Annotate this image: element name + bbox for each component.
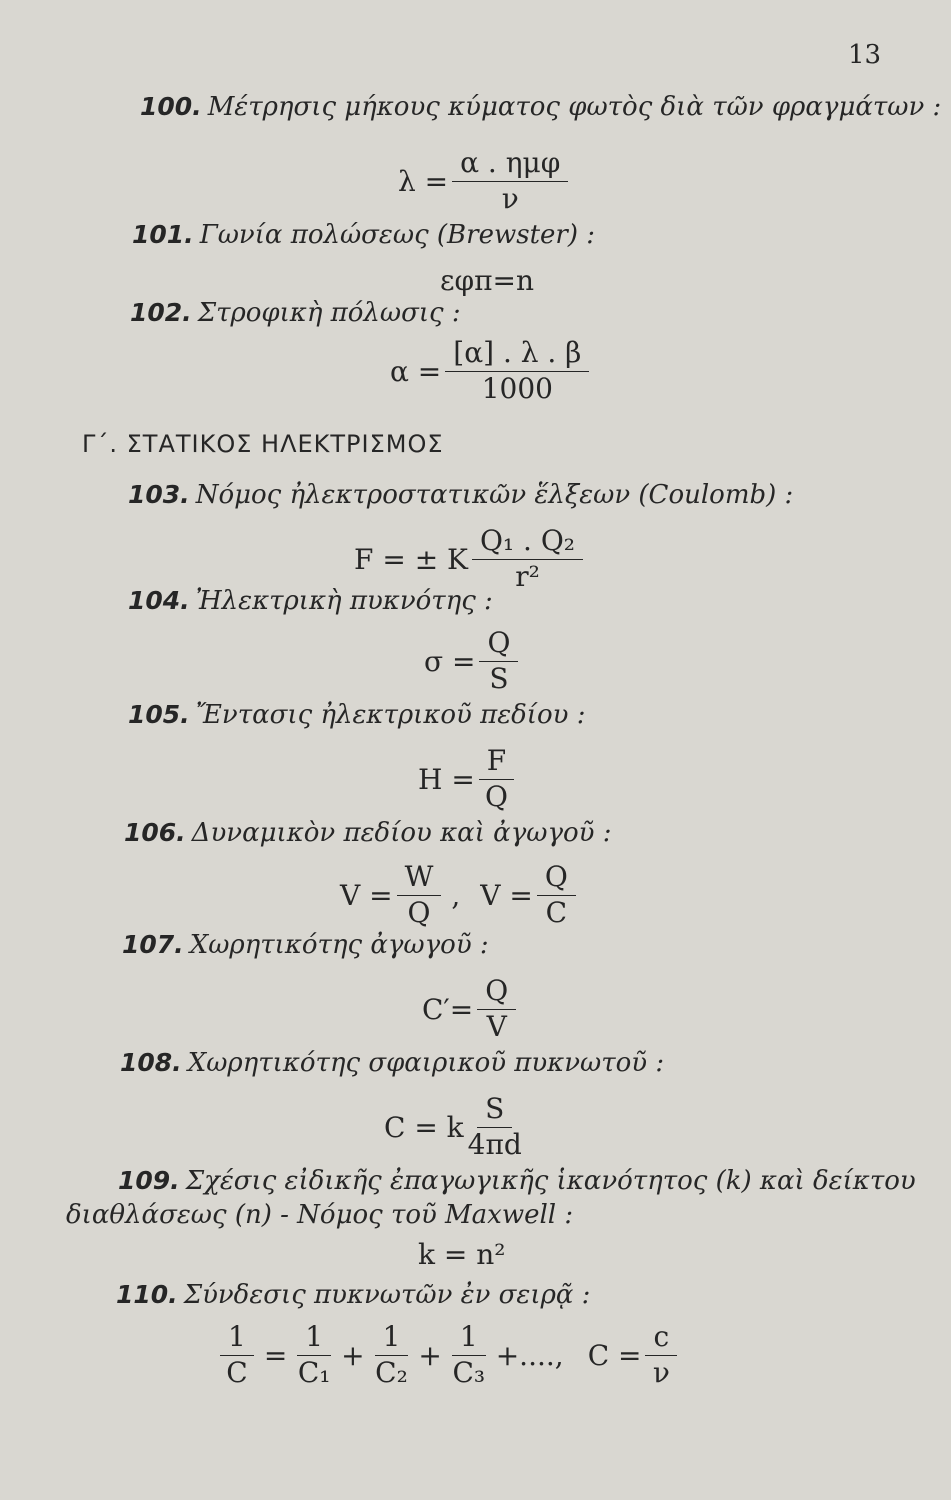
denominator: Q [485,779,508,813]
formula-110 [216,1322,681,1389]
formula-lhs: H = [418,762,475,796]
formula-103 [354,526,587,593]
numerator: Q₁ . Q₂ [472,526,583,560]
numerator: 1 [220,1322,254,1356]
formula-lhs-1: V = [340,878,393,912]
item-103-heading [128,480,793,510]
formula-rhs: C = [587,1338,642,1372]
formula-lhs: F = ± K [354,542,468,576]
denominator: r² [515,559,540,593]
item-number: 104. [128,586,190,615]
item-title: Στροφικὴ πόλωσις : [197,298,461,328]
item-109-heading [118,1166,916,1196]
formula-100 [398,148,572,215]
item-title: Γωνία πολώσεως (Brewster) : [199,220,595,250]
item-number: 109. [118,1166,180,1195]
formula-105 [418,746,518,813]
numerator: F [479,746,514,780]
numerator: S [477,1094,512,1128]
item-number: 105. [128,700,190,729]
plus-sign: + [418,1338,442,1372]
item-number: 107. [122,930,184,959]
numerator: Q [537,862,576,896]
formula-lhs: α = [390,354,442,388]
fraction [452,148,568,215]
separator: , [451,878,461,912]
page-number: 13 [848,40,882,70]
item-title: Χωρητικότης ἀγωγοῦ : [189,930,489,960]
item-number: 110. [116,1280,178,1309]
numerator: 1 [375,1322,409,1356]
fraction-1 [397,862,442,929]
formula-109 [418,1238,506,1271]
item-102-heading [130,298,461,328]
formula-108 [384,1094,526,1161]
fraction-1-over-c2 [375,1322,409,1389]
item-107-heading [122,930,489,960]
item-number: 100. [140,92,202,121]
formula-lhs: σ = [424,644,476,678]
fraction [479,746,514,813]
formula-lhs: C = k [384,1110,464,1144]
denominator: ν [501,181,519,215]
numerator: Q [479,628,518,662]
denominator: C₁ [297,1355,331,1389]
numerator: α . ημφ [452,148,568,182]
item-title: Δυναμικὸν πεδίου καὶ ἀγωγοῦ : [191,818,612,848]
fraction [477,976,516,1043]
denominator: S [489,661,509,695]
formula-101 [440,264,534,297]
item-108-heading [120,1048,664,1078]
item-100-heading [140,92,941,122]
formula-106 [340,862,580,929]
plus-sign: + [341,1338,365,1372]
formula-text: εφπ=n [440,264,535,297]
section-title: Γ΄. ΣΤΑΤΙΚΟΣ ΗΛΕΚΤΡΙΣΜΟΣ [82,430,444,458]
item-title: Χωρητικότης σφαιρικοῦ πυκνωτοῦ : [187,1048,665,1078]
denominator: ν [652,1355,670,1389]
item-106-heading [124,818,612,848]
denominator: 4πd [467,1127,522,1161]
item-title: Σύνδεσις πυκνωτῶν ἐν σειρᾷ : [183,1280,591,1310]
item-number: 108. [120,1048,182,1077]
fraction [472,526,583,593]
denominator: C₂ [375,1355,408,1389]
item-title-continuation: διαθλάσεως (n) - Νόμος τοῦ Maxwell : [66,1200,574,1230]
numerator: Q [477,976,516,1010]
fraction-1-over-c [220,1322,254,1389]
fraction [445,338,589,405]
fraction-1-over-c1 [297,1322,331,1389]
formula-lhs: C′= [422,992,474,1026]
fraction [479,628,518,695]
item-title: Μέτρησις μήκους κύματος φωτὸς διὰ τῶν φραγμάτων : [207,92,942,122]
formula-text: k = n² [418,1238,506,1271]
item-number: 102. [130,298,192,327]
numerator: c [645,1322,677,1356]
item-105-heading [128,700,585,730]
formula-lhs: λ = [398,164,449,198]
formula-lhs-2: V = [480,878,533,912]
fraction-2 [537,862,576,929]
series-tail: +...., [495,1338,564,1372]
numerator: 1 [297,1322,331,1356]
item-104-heading [128,586,493,616]
denominator: 1000 [481,371,553,405]
equals-sign: = [263,1338,288,1372]
item-title: Σχέσις εἰδικῆς ἐπαγωγικῆς ἱκανότητος (k) καὶ δείκτου [185,1166,916,1196]
fraction-c-over-v [645,1322,677,1389]
item-number: 106. [124,818,186,847]
formula-102 [390,338,593,405]
denominator: C [545,895,568,929]
formula-107 [422,976,520,1043]
numerator: 1 [452,1322,486,1356]
item-number: 103. [128,480,190,509]
item-title: Ἔντασις ἠλεκτρικοῦ πεδίου : [195,700,586,730]
denominator: C₃ [452,1355,486,1389]
item-109-heading-line2 [66,1200,573,1230]
numerator: [α] . λ . β [445,338,589,372]
item-number: 101. [132,220,194,249]
formula-104 [424,628,522,695]
item-title: Ἠλεκτρικὴ πυκνότης : [195,586,493,616]
item-110-heading [116,1280,590,1310]
fraction [468,1094,522,1161]
denominator: Q [407,895,431,929]
denominator: V [486,1009,507,1043]
item-101-heading [132,220,595,250]
item-title: Νόμος ἠλεκτροστατικῶν ἕλξεων (Coulomb) : [195,480,794,510]
numerator: W [397,862,442,896]
fraction-1-over-c3 [452,1322,486,1389]
denominator: C [226,1355,248,1389]
